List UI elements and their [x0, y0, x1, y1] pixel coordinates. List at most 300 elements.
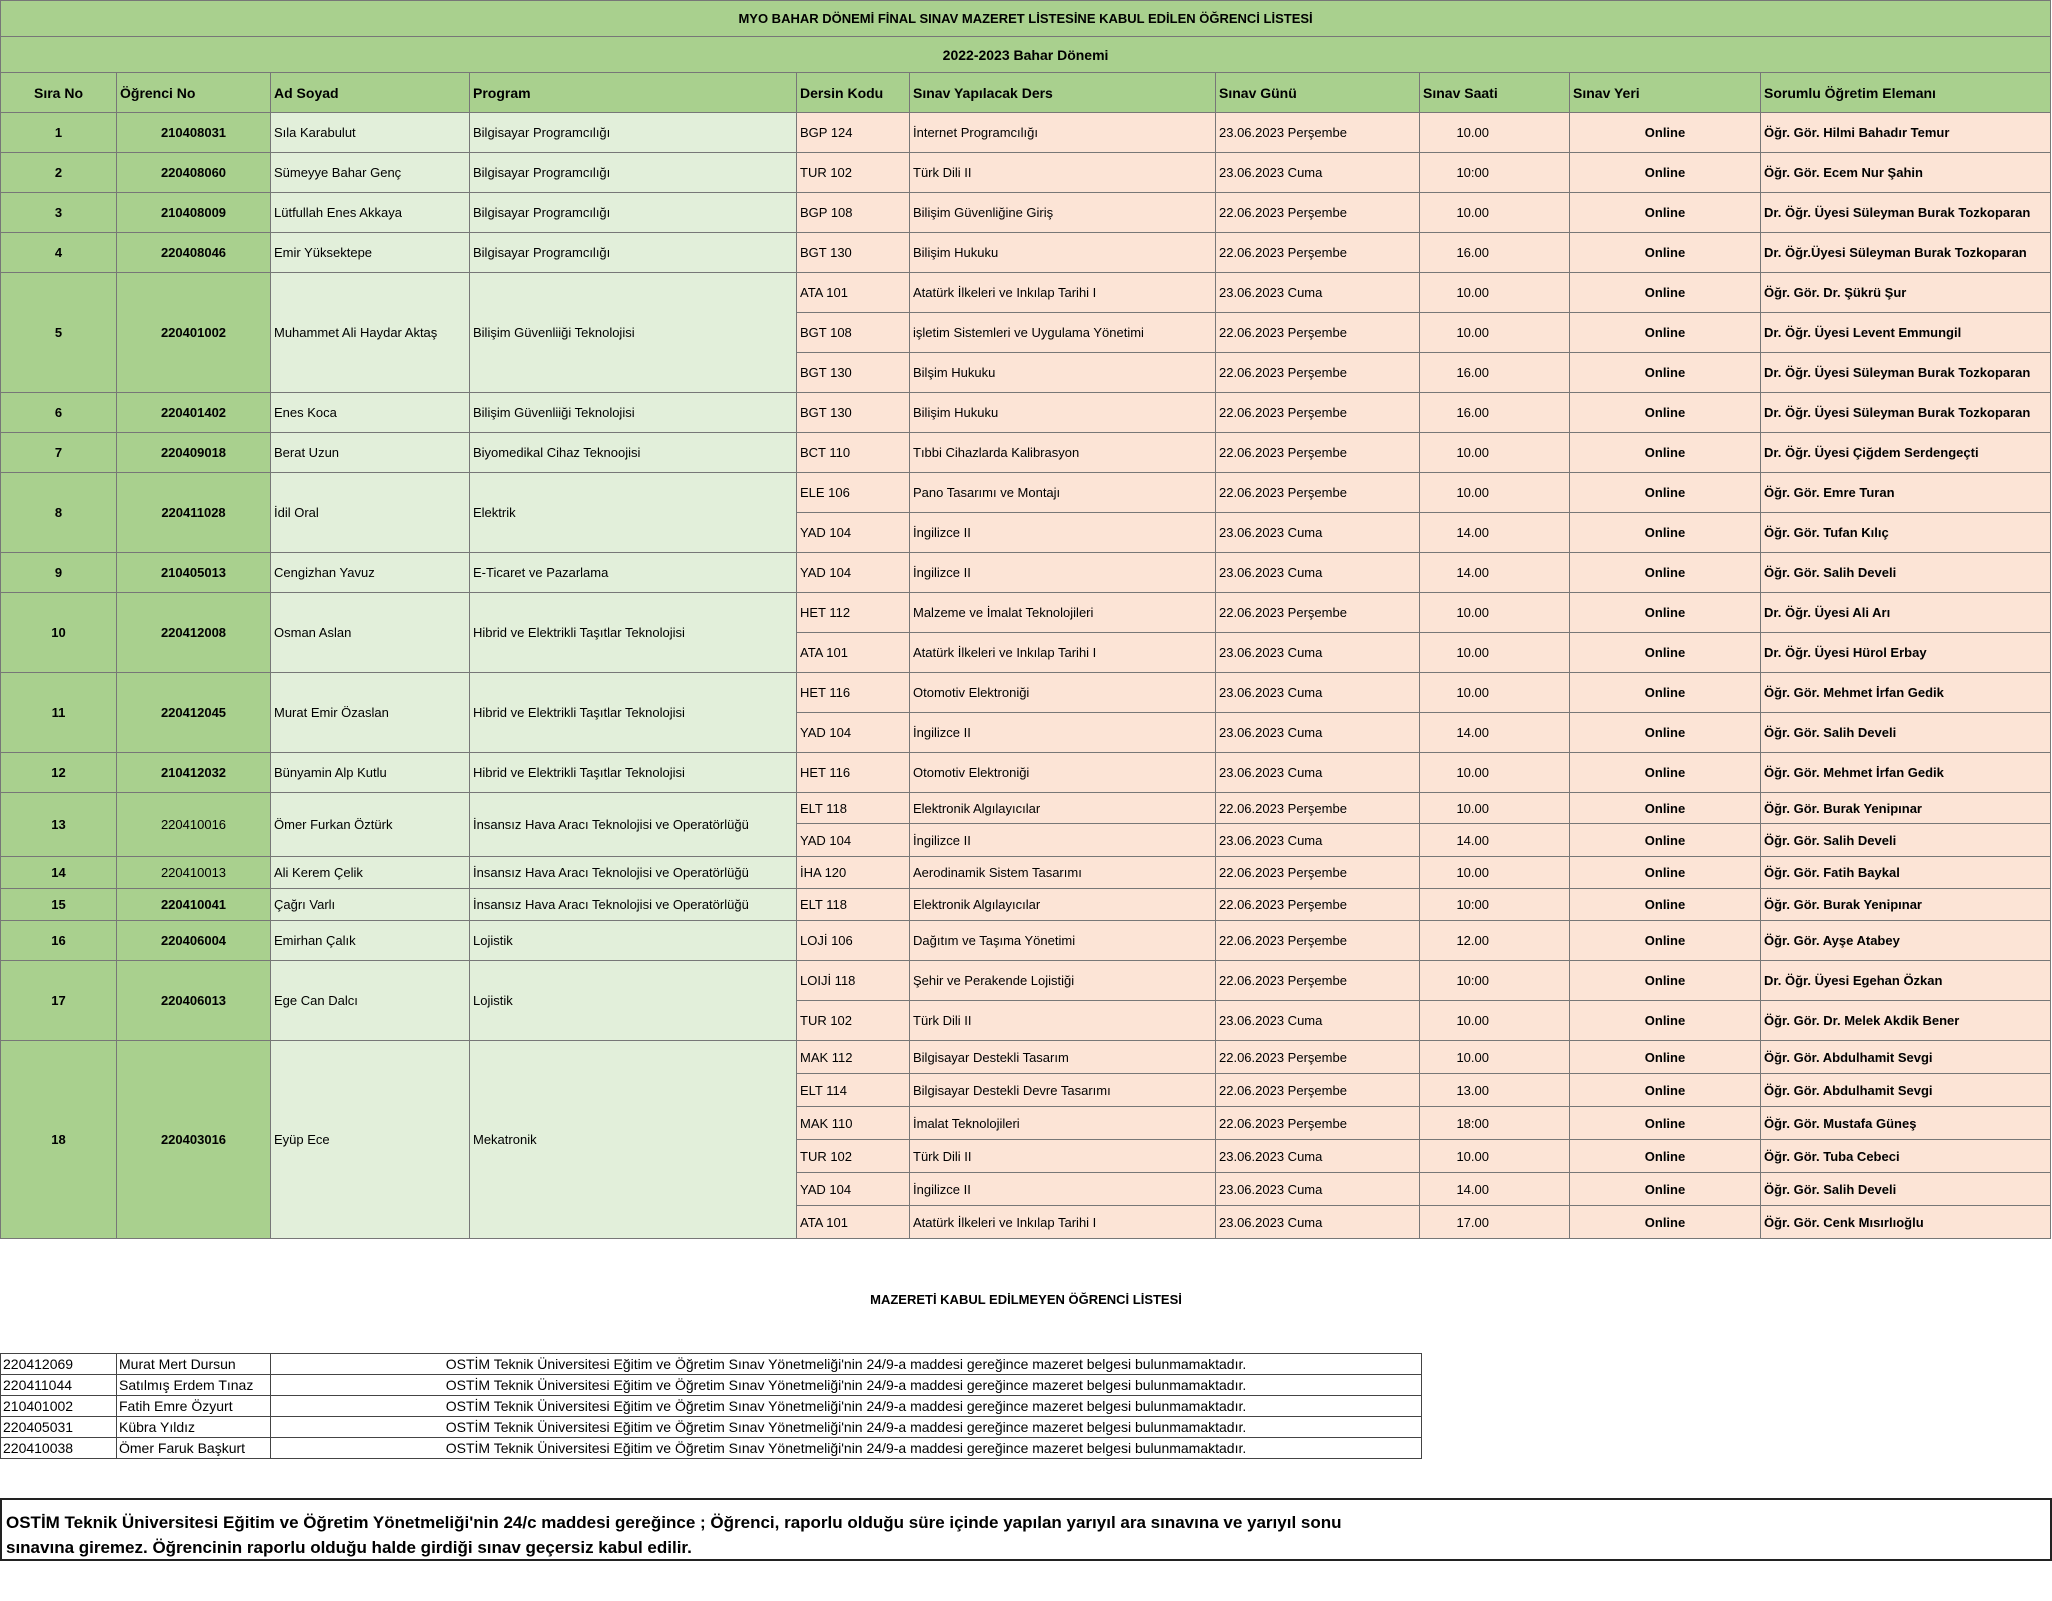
student-row-number: 7 [1, 433, 117, 473]
exam-place: Online [1570, 553, 1761, 593]
exam-place: Online [1570, 353, 1761, 393]
exam-course: İngilizce II [910, 1173, 1216, 1206]
exam-time: 10:00 [1420, 961, 1570, 1001]
rejected-reason: OSTİM Teknik Üniversitesi Eğitim ve Öğretim Sınav Yönetmeliği'nin 24/9-a maddesi gereğince mazeret belgesi bulunmamaktadır. [271, 1438, 1422, 1459]
exam-course: Bilgisayar Destekli Tasarım [910, 1041, 1216, 1074]
student-name: Eyüp Ece [271, 1041, 470, 1239]
exam-code: YAD 104 [797, 553, 910, 593]
exam-time: 10:00 [1420, 889, 1570, 921]
exam-time: 10.00 [1420, 1001, 1570, 1041]
exam-course: Otomotiv Elektroniği [910, 673, 1216, 713]
exam-time: 10.00 [1420, 473, 1570, 513]
exam-place: Online [1570, 393, 1761, 433]
rejected-student-name: Satılmış Erdem Tınaz [117, 1375, 271, 1396]
exam-instructor: Dr. Öğr. Üyesi Süleyman Burak Tozkoparan [1761, 193, 2051, 233]
exam-date: 22.06.2023 Perşembe [1216, 433, 1420, 473]
student-id: 210405013 [117, 553, 271, 593]
student-program: İnsansız Hava Aracı Teknolojisi ve Operatörlüğü [470, 889, 797, 921]
student-name: Berat Uzun [271, 433, 470, 473]
student-program: Elektrik [470, 473, 797, 553]
exam-time: 10.00 [1420, 1140, 1570, 1173]
exam-date: 22.06.2023 Perşembe [1216, 193, 1420, 233]
exam-date: 23.06.2023 Cuma [1216, 753, 1420, 793]
header-ogrenci-no: Öğrenci No [117, 73, 271, 113]
exam-date: 23.06.2023 Cuma [1216, 713, 1420, 753]
rejected-reason: OSTİM Teknik Üniversitesi Eğitim ve Öğretim Sınav Yönetmeliği'nin 24/9-a maddesi gereğince mazeret belgesi bulunmamaktadır. [271, 1396, 1422, 1417]
rejected-student-name: Ömer Faruk Başkurt [117, 1438, 271, 1459]
student-name: Muhammet Ali Haydar Aktaş [271, 273, 470, 393]
rejected-student-name: Murat Mert Dursun [117, 1354, 271, 1375]
rejected-student-id: 210401002 [1, 1396, 117, 1417]
exam-time: 14.00 [1420, 824, 1570, 857]
exam-instructor: Dr. Öğr. Üyesi Ali Arı [1761, 593, 2051, 633]
exam-course: Atatürk İlkeleri ve Inkılap Tarihi I [910, 273, 1216, 313]
student-name: Sıla Karabulut [271, 113, 470, 153]
exam-course: İngilizce II [910, 713, 1216, 753]
exam-time: 10.00 [1420, 753, 1570, 793]
exam-code: ELT 118 [797, 793, 910, 824]
student-id: 220403016 [117, 1041, 271, 1239]
exam-time: 16.00 [1420, 233, 1570, 273]
exam-code: HET 116 [797, 753, 910, 793]
table-row [1, 393, 2051, 433]
rejected-student-name: Fatih Emre Özyurt [117, 1396, 271, 1417]
student-name: Ali Kerem Çelik [271, 857, 470, 889]
table-row [1, 673, 2051, 713]
exam-course: İngilizce II [910, 513, 1216, 553]
exam-place: Online [1570, 857, 1761, 889]
exam-date: 23.06.2023 Cuma [1216, 1001, 1420, 1041]
exam-course: Türk Dili II [910, 1140, 1216, 1173]
exam-date: 23.06.2023 Cuma [1216, 513, 1420, 553]
exam-course: İmalat Teknolojileri [910, 1107, 1216, 1140]
exam-code: İHA 120 [797, 857, 910, 889]
rejected-row [1, 1354, 1422, 1375]
table-row [1, 193, 2051, 233]
student-name: Emir Yüksektepe [271, 233, 470, 273]
exam-instructor: Öğr. Gör. Burak Yenipınar [1761, 889, 2051, 921]
exam-date: 23.06.2023 Cuma [1216, 824, 1420, 857]
exam-place: Online [1570, 889, 1761, 921]
rejected-student-id: 220412069 [1, 1354, 117, 1375]
exam-time: 10.00 [1420, 857, 1570, 889]
student-row-number: 12 [1, 753, 117, 793]
table-row [1, 473, 2051, 513]
student-name: Cengizhan Yavuz [271, 553, 470, 593]
rejected-row [1, 1417, 1422, 1438]
exam-course: Tıbbi Cihazlarda Kalibrasyon [910, 433, 1216, 473]
exam-course: işletim Sistemleri ve Uygulama Yönetimi [910, 313, 1216, 353]
student-row-number: 16 [1, 921, 117, 961]
exam-date: 22.06.2023 Perşembe [1216, 353, 1420, 393]
table-row [1, 593, 2051, 633]
exam-time: 10.00 [1420, 113, 1570, 153]
exam-time: 14.00 [1420, 513, 1570, 553]
student-id: 220412008 [117, 593, 271, 673]
exam-instructor: Dr. Öğr. Üyesi Süleyman Burak Tozkoparan [1761, 393, 2051, 433]
exam-code: BGT 130 [797, 353, 910, 393]
rejected-row [1, 1396, 1422, 1417]
exam-date: 22.06.2023 Perşembe [1216, 857, 1420, 889]
exam-place: Online [1570, 473, 1761, 513]
exam-code: MAK 112 [797, 1041, 910, 1074]
student-name: Enes Koca [271, 393, 470, 433]
student-row-number: 17 [1, 961, 117, 1041]
student-row-number: 2 [1, 153, 117, 193]
exam-place: Online [1570, 713, 1761, 753]
exam-place: Online [1570, 113, 1761, 153]
exam-time: 10.00 [1420, 793, 1570, 824]
student-name: Bünyamin Alp Kutlu [271, 753, 470, 793]
rejected-students-table [0, 1353, 1422, 1459]
exam-date: 22.06.2023 Perşembe [1216, 921, 1420, 961]
student-row-number: 4 [1, 233, 117, 273]
exam-date: 22.06.2023 Perşembe [1216, 313, 1420, 353]
exam-course: İngilizce II [910, 553, 1216, 593]
exam-course: Aerodinamik Sistem Tasarımı [910, 857, 1216, 889]
exam-date: 23.06.2023 Cuma [1216, 673, 1420, 713]
exam-time: 10.00 [1420, 193, 1570, 233]
exam-code: ATA 101 [797, 273, 910, 313]
student-row-number: 9 [1, 553, 117, 593]
header-dersin-kodu: Dersin Kodu [797, 73, 910, 113]
exam-time: 16.00 [1420, 393, 1570, 433]
table-row [1, 233, 2051, 273]
exam-date: 22.06.2023 Perşembe [1216, 1041, 1420, 1074]
student-program: Hibrid ve Elektrikli Taşıtlar Teknolojisi [470, 593, 797, 673]
exam-instructor: Öğr. Gör. Burak Yenipınar [1761, 793, 2051, 824]
student-id: 210408009 [117, 193, 271, 233]
exam-place: Online [1570, 593, 1761, 633]
student-id: 220406013 [117, 961, 271, 1041]
student-id: 220411028 [117, 473, 271, 553]
student-id: 210408031 [117, 113, 271, 153]
student-id: 210412032 [117, 753, 271, 793]
student-row-number: 13 [1, 793, 117, 857]
student-program: Lojistik [470, 921, 797, 961]
rejected-student-name: Kübra Yıldız [117, 1417, 271, 1438]
exam-instructor: Öğr. Gör. Hilmi Bahadır Temur [1761, 113, 2051, 153]
exam-place: Online [1570, 513, 1761, 553]
exam-instructor: Öğr. Gör. Dr. Melek Akdik Bener [1761, 1001, 2051, 1041]
exam-date: 22.06.2023 Perşembe [1216, 889, 1420, 921]
exam-time: 10.00 [1420, 673, 1570, 713]
student-id: 220408046 [117, 233, 271, 273]
exam-date: 22.06.2023 Perşembe [1216, 1074, 1420, 1107]
exam-place: Online [1570, 233, 1761, 273]
exam-code: ATA 101 [797, 633, 910, 673]
student-row-number: 10 [1, 593, 117, 673]
exam-instructor: Öğr. Gör. Salih Develi [1761, 713, 2051, 753]
exam-time: 10.00 [1420, 593, 1570, 633]
rejected-student-id: 220405031 [1, 1417, 117, 1438]
rejected-reason: OSTİM Teknik Üniversitesi Eğitim ve Öğretim Sınav Yönetmeliği'nin 24/9-a maddesi gereğince mazeret belgesi bulunmamaktadır. [271, 1375, 1422, 1396]
exam-instructor: Öğr. Gör. Ecem Nur Şahin [1761, 153, 2051, 193]
exam-instructor: Öğr. Gör. Dr. Şükrü Şur [1761, 273, 2051, 313]
exam-date: 22.06.2023 Perşembe [1216, 961, 1420, 1001]
exam-code: YAD 104 [797, 1173, 910, 1206]
exam-code: TUR 102 [797, 1140, 910, 1173]
exam-instructor: Öğr. Gör. Mehmet İrfan Gedik [1761, 753, 2051, 793]
student-name: Ömer Furkan Öztürk [271, 793, 470, 857]
student-row-number: 8 [1, 473, 117, 553]
table-row [1, 889, 2051, 921]
exam-course: Bilişim Hukuku [910, 393, 1216, 433]
student-name: Ege Can Dalcı [271, 961, 470, 1041]
exam-date: 23.06.2023 Cuma [1216, 1206, 1420, 1239]
student-row-number: 5 [1, 273, 117, 393]
student-program: Bilgisayar Programcılığı [470, 233, 797, 273]
exam-place: Online [1570, 824, 1761, 857]
rejected-reason: OSTİM Teknik Üniversitesi Eğitim ve Öğretim Sınav Yönetmeliği'nin 24/9-a maddesi gereğince mazeret belgesi bulunmamaktadır. [271, 1417, 1422, 1438]
student-row-number: 15 [1, 889, 117, 921]
exam-course: Şehir ve Perakende Lojistiği [910, 961, 1216, 1001]
exam-code: ELT 118 [797, 889, 910, 921]
exam-code: HET 112 [797, 593, 910, 633]
table-row [1, 857, 2051, 889]
exam-place: Online [1570, 673, 1761, 713]
header-ogretim-elemani: Sorumlu Öğretim Elemanı [1761, 73, 2051, 113]
student-program: Hibrid ve Elektrikli Taşıtlar Teknolojisi [470, 673, 797, 753]
exam-code: BCT 110 [797, 433, 910, 473]
exam-course: Bilgisayar Destekli Devre Tasarımı [910, 1074, 1216, 1107]
exam-course: Türk Dili II [910, 153, 1216, 193]
exam-time: 16.00 [1420, 353, 1570, 393]
student-id: 220410016 [117, 793, 271, 857]
exam-instructor: Öğr. Gör. Salih Develi [1761, 824, 2051, 857]
student-id: 220408060 [117, 153, 271, 193]
exam-course: Elektronik Algılayıcılar [910, 889, 1216, 921]
table-row [1, 753, 2051, 793]
student-id: 220406004 [117, 921, 271, 961]
exam-code: YAD 104 [797, 824, 910, 857]
exam-date: 22.06.2023 Perşembe [1216, 1107, 1420, 1140]
student-name: Emirhan Çalık [271, 921, 470, 961]
exam-course: Türk Dili II [910, 1001, 1216, 1041]
exam-instructor: Öğr. Gör. Abdulhamit Sevgi [1761, 1074, 2051, 1107]
exam-time: 10.00 [1420, 273, 1570, 313]
exam-code: BGP 124 [797, 113, 910, 153]
exam-place: Online [1570, 1074, 1761, 1107]
exam-code: ELE 106 [797, 473, 910, 513]
exam-instructor: Öğr. Gör. Tufan Kılıç [1761, 513, 2051, 553]
table-row [1, 1041, 2051, 1074]
student-row-number: 18 [1, 1041, 117, 1239]
rejected-list-title: MAZERETİ KABUL EDİLMEYEN ÖĞRENCİ LİSTESİ [870, 1292, 1182, 1307]
exam-instructor: Öğr. Gör. Ayşe Atabey [1761, 921, 2051, 961]
exam-instructor: Öğr. Gör. Tuba Cebeci [1761, 1140, 2051, 1173]
student-name: Osman Aslan [271, 593, 470, 673]
student-program: E-Ticaret ve Pazarlama [470, 553, 797, 593]
student-program: Bilişim Güvenliiği Teknolojisi [470, 393, 797, 433]
exam-time: 14.00 [1420, 713, 1570, 753]
semester-subtitle: 2022-2023 Bahar Dönemi [1, 37, 2051, 73]
student-program: Hibrid ve Elektrikli Taşıtlar Teknolojisi [470, 753, 797, 793]
header-sinav-yeri: Sınav Yeri [1570, 73, 1761, 113]
student-program: Biyomedikal Cihaz Teknoojisi [470, 433, 797, 473]
student-id: 220409018 [117, 433, 271, 473]
student-id: 220401002 [117, 273, 271, 393]
exam-code: BGP 108 [797, 193, 910, 233]
table-row [1, 273, 2051, 313]
header-sinav-saati: Sınav Saati [1420, 73, 1570, 113]
exam-time: 10.00 [1420, 1041, 1570, 1074]
student-program: Bilgisayar Programcılığı [470, 113, 797, 153]
exam-course: İnternet Programcılığı [910, 113, 1216, 153]
student-program: Bilgisayar Programcılığı [470, 193, 797, 233]
student-row-number: 3 [1, 193, 117, 233]
rejected-reason: OSTİM Teknik Üniversitesi Eğitim ve Öğretim Sınav Yönetmeliği'nin 24/9-a maddesi gereğince mazeret belgesi bulunmamaktadır. [271, 1354, 1422, 1375]
exam-date: 23.06.2023 Cuma [1216, 273, 1420, 313]
rejected-row [1, 1438, 1422, 1459]
exam-course: Bilşim Hukuku [910, 353, 1216, 393]
student-name: Sümeyye Bahar Genç [271, 153, 470, 193]
exam-instructor: Öğr. Gör. Mustafa Güneş [1761, 1107, 2051, 1140]
student-name: Murat Emir Özaslan [271, 673, 470, 753]
exam-instructor: Öğr. Gör. Fatih Baykal [1761, 857, 2051, 889]
student-program: İnsansız Hava Aracı Teknolojisi ve Operatörlüğü [470, 793, 797, 857]
table-row [1, 153, 2051, 193]
exam-place: Online [1570, 633, 1761, 673]
exam-time: 10.00 [1420, 313, 1570, 353]
header-ad-soyad: Ad Soyad [271, 73, 470, 113]
student-program: Bilişim Güvenliiği Teknolojisi [470, 273, 797, 393]
exam-place: Online [1570, 1206, 1761, 1239]
exam-instructor: Öğr. Gör. Mehmet İrfan Gedik [1761, 673, 2051, 713]
exam-place: Online [1570, 313, 1761, 353]
exam-code: LOIJİ 118 [797, 961, 910, 1001]
student-id: 220412045 [117, 673, 271, 753]
table-row [1, 433, 2051, 473]
exam-code: BGT 130 [797, 393, 910, 433]
exam-date: 23.06.2023 Cuma [1216, 633, 1420, 673]
exam-instructor: Dr. Öğr. Üyesi Hürol Erbay [1761, 633, 2051, 673]
exam-date: 23.06.2023 Cuma [1216, 1173, 1420, 1206]
exam-place: Online [1570, 1173, 1761, 1206]
exam-place: Online [1570, 153, 1761, 193]
exam-instructor: Öğr. Gör. Abdulhamit Sevgi [1761, 1041, 2051, 1074]
exam-instructor: Öğr. Gör. Emre Turan [1761, 473, 2051, 513]
exam-date: 23.06.2023 Cuma [1216, 1140, 1420, 1173]
exam-time: 14.00 [1420, 1173, 1570, 1206]
exam-place: Online [1570, 1001, 1761, 1041]
exam-place: Online [1570, 193, 1761, 233]
student-program: Lojistik [470, 961, 797, 1041]
student-row-number: 1 [1, 113, 117, 153]
rejected-student-id: 220410038 [1, 1438, 117, 1459]
exam-place: Online [1570, 1107, 1761, 1140]
rejected-row [1, 1375, 1422, 1396]
exam-instructor: Öğr. Gör. Cenk Mısırlıoğlu [1761, 1206, 2051, 1239]
student-row-number: 14 [1, 857, 117, 889]
exam-place: Online [1570, 961, 1761, 1001]
header-sinav-ders: Sınav Yapılacak Ders [910, 73, 1216, 113]
notice-text: OSTİM Teknik Üniversitesi Eğitim ve Öğretim Yönetmeliği'nin 24/c maddesi gereğince ; Öğrenci, raporlu olduğu süre içinde yapılan yarıyıl ara sınavına ve yarıyıl sonu sınavına giremez. Öğrencinin raporlu olduğu halde girdiği sınav geçersiz kabul edilir. [6, 1513, 1342, 1557]
exam-time: 10.00 [1420, 433, 1570, 473]
exam-course: İngilizce II [910, 824, 1216, 857]
exam-code: TUR 102 [797, 1001, 910, 1041]
exam-code: TUR 102 [797, 153, 910, 193]
table-row [1, 961, 2051, 1001]
student-row-number: 6 [1, 393, 117, 433]
table-row [1, 553, 2051, 593]
exam-instructor: Dr. Öğr. Üyesi Çiğdem Serdengeçti [1761, 433, 2051, 473]
exam-time: 14.00 [1420, 553, 1570, 593]
exam-code: YAD 104 [797, 713, 910, 753]
regulation-notice [0, 1498, 2052, 1561]
student-id: 220401402 [117, 393, 271, 433]
exam-course: Dağıtım ve Taşıma Yönetimi [910, 921, 1216, 961]
exam-code: ATA 101 [797, 1206, 910, 1239]
exam-date: 22.06.2023 Perşembe [1216, 793, 1420, 824]
student-program: Mekatronik [470, 1041, 797, 1239]
page-title: MYO BAHAR DÖNEMİ FİNAL SINAV MAZERET LİSTESİNE KABUL EDİLEN ÖĞRENCİ LİSTESİ [1, 1, 2051, 37]
exam-time: 18:00 [1420, 1107, 1570, 1140]
student-name: Çağrı Varlı [271, 889, 470, 921]
exam-code: BGT 108 [797, 313, 910, 353]
exam-instructor: Dr. Öğr.Üyesi Süleyman Burak Tozkoparan [1761, 233, 2051, 273]
exam-instructor: Öğr. Gör. Salih Develi [1761, 553, 2051, 593]
student-id: 220410041 [117, 889, 271, 921]
student-name: Lütfullah Enes Akkaya [271, 193, 470, 233]
exam-time: 17.00 [1420, 1206, 1570, 1239]
student-name: İdil Oral [271, 473, 470, 553]
exam-course: Otomotiv Elektroniği [910, 753, 1216, 793]
exam-time: 10.00 [1420, 633, 1570, 673]
exam-code: BGT 130 [797, 233, 910, 273]
exam-code: MAK 110 [797, 1107, 910, 1140]
exam-place: Online [1570, 1140, 1761, 1173]
header-program: Program [470, 73, 797, 113]
table-row [1, 793, 2051, 824]
student-id: 220410013 [117, 857, 271, 889]
exam-date: 22.06.2023 Perşembe [1216, 393, 1420, 433]
exam-course: Pano Tasarımı ve Montajı [910, 473, 1216, 513]
exam-time: 12.00 [1420, 921, 1570, 961]
exam-place: Online [1570, 921, 1761, 961]
header-sira-no: Sıra No [1, 73, 117, 113]
exam-course: Atatürk İlkeleri ve Inkılap Tarihi I [910, 1206, 1216, 1239]
exam-place: Online [1570, 793, 1761, 824]
exam-place: Online [1570, 433, 1761, 473]
exam-place: Online [1570, 273, 1761, 313]
exam-code: LOJİ 106 [797, 921, 910, 961]
student-program: Bilgisayar Programcılığı [470, 153, 797, 193]
exam-course: Atatürk İlkeleri ve Inkılap Tarihi I [910, 633, 1216, 673]
exam-course: Bilişim Hukuku [910, 233, 1216, 273]
exam-date: 23.06.2023 Cuma [1216, 153, 1420, 193]
exam-code: ELT 114 [797, 1074, 910, 1107]
exam-date: 23.06.2023 Perşembe [1216, 113, 1420, 153]
header-sinav-gunu: Sınav Günü [1216, 73, 1420, 113]
exam-date: 22.06.2023 Perşembe [1216, 593, 1420, 633]
exam-instructor: Öğr. Gör. Salih Develi [1761, 1173, 2051, 1206]
exam-code: HET 116 [797, 673, 910, 713]
exam-date: 22.06.2023 Perşembe [1216, 233, 1420, 273]
table-row [1, 921, 2051, 961]
exam-time: 13.00 [1420, 1074, 1570, 1107]
student-row-number: 11 [1, 673, 117, 753]
rejected-student-id: 220411044 [1, 1375, 117, 1396]
exam-course: Bilişim Güvenliğine Giriş [910, 193, 1216, 233]
exam-date: 23.06.2023 Cuma [1216, 553, 1420, 593]
exam-instructor: Dr. Öğr. Üyesi Süleyman Burak Tozkoparan [1761, 353, 2051, 393]
exam-instructor: Dr. Öğr. Üyesi Levent Emmungil [1761, 313, 2051, 353]
exam-time: 10:00 [1420, 153, 1570, 193]
student-program: İnsansız Hava Aracı Teknolojisi ve Operatörlüğü [470, 857, 797, 889]
table-row [1, 113, 2051, 153]
exam-date: 22.06.2023 Perşembe [1216, 473, 1420, 513]
